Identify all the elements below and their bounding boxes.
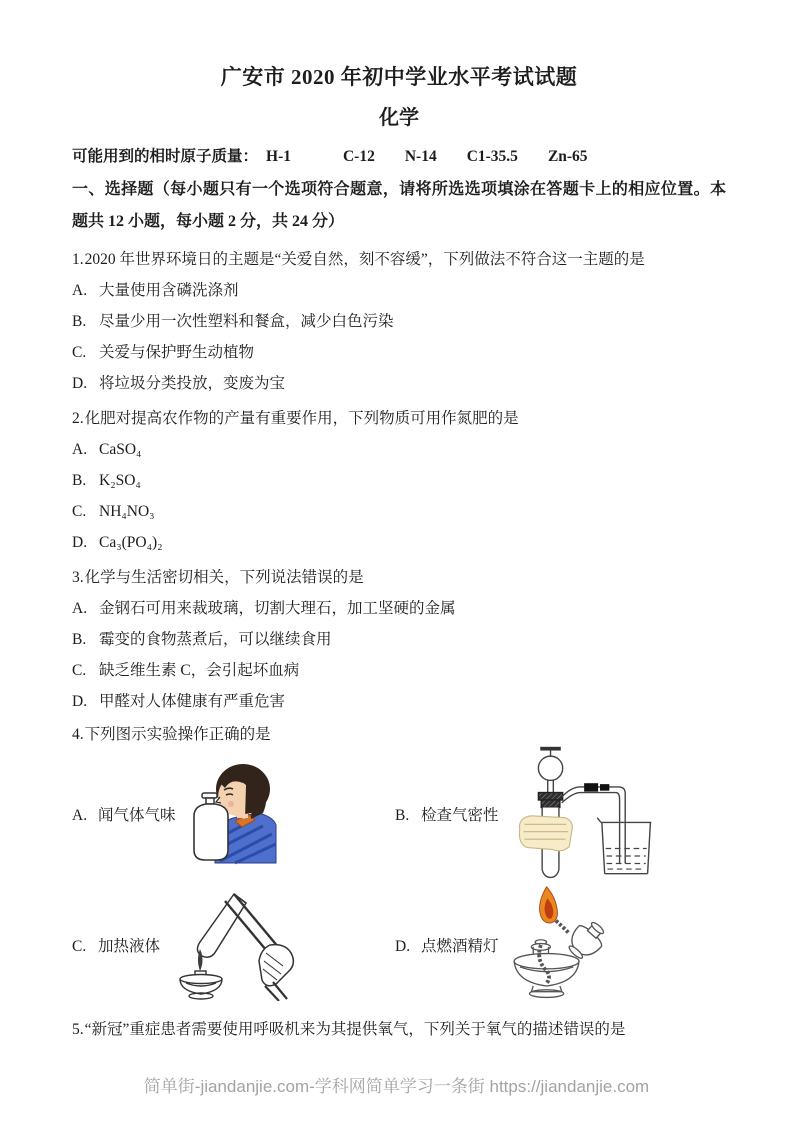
option-label: D. xyxy=(395,938,411,955)
question-stem-text: “新冠”重症患者需要使用呼吸机来为其提供氧气，下列关于氧气的描述错误的是 xyxy=(84,1021,626,1038)
question-1-option-a xyxy=(72,275,726,306)
atomic-mass-value: C1-35.5 xyxy=(466,148,518,165)
section-header: 一、选择题（每小题只有一个选项符合题意，请将所选选项填涂在答题卡上的相应位置。本题共 12 小题，每小题 2 分，共 24 分） xyxy=(72,181,726,230)
question-stem-text: 下列图示实验操作正确的是 xyxy=(84,726,271,743)
footer-watermark xyxy=(0,1072,793,1097)
question-4-figure-row-1 xyxy=(72,744,726,884)
option-label-text xyxy=(72,803,176,825)
question-3-stem xyxy=(72,562,726,593)
option-text: K₂SO₄ xyxy=(99,472,141,489)
question-1-option-b xyxy=(72,306,726,337)
heating-liquid-illustration xyxy=(167,889,297,1001)
option-label: D. xyxy=(72,375,88,392)
question-5 xyxy=(72,1014,726,1045)
option-label-text xyxy=(72,934,160,956)
option-label: B. xyxy=(72,472,87,489)
option-text: 将垃圾分类投放，变废为宝 xyxy=(99,375,286,392)
question-1-stem xyxy=(72,244,726,275)
subject-title: 化学 xyxy=(379,107,419,129)
option-text: 闻气体气味 xyxy=(98,807,176,824)
question-2 xyxy=(72,403,726,558)
question-number: 5. xyxy=(72,1021,84,1038)
option-label: B. xyxy=(72,631,87,648)
question-1-option-c xyxy=(72,337,726,368)
option-text: Ca₃(PO₄)₂ xyxy=(99,534,163,551)
option-label: C. xyxy=(72,662,87,679)
airtightness-check-illustration xyxy=(506,744,666,884)
option-text: CaSO₄ xyxy=(99,441,142,458)
question-2-option-b xyxy=(72,465,726,496)
question-4-option-c xyxy=(72,889,395,1001)
question-number: 3. xyxy=(72,569,84,586)
atomic-mass-line xyxy=(72,142,726,172)
question-4-option-b xyxy=(395,744,726,884)
footer-text: 简单街-jiandanjie.com-学科网简单学习一条街 https://jiandanjie.com xyxy=(143,1077,650,1096)
smell-gas-illustration xyxy=(183,763,278,865)
question-4 xyxy=(72,719,726,1006)
question-3-option-a xyxy=(72,593,726,624)
question-5-stem xyxy=(72,1014,726,1045)
question-3-option-d xyxy=(72,686,726,717)
question-4-option-d xyxy=(395,884,726,1006)
question-3 xyxy=(72,562,726,717)
question-number: 2. xyxy=(72,410,84,427)
option-label: B. xyxy=(395,807,410,824)
option-text: 尽量少用一次性塑料和餐盒，减少白色污染 xyxy=(99,313,394,330)
option-text: 大量使用含磷洗涤剂 xyxy=(99,282,239,299)
option-label: D. xyxy=(72,534,88,551)
option-label: D. xyxy=(72,693,88,710)
option-label: A. xyxy=(72,282,88,299)
option-text: 加热液体 xyxy=(98,938,161,955)
atomic-mass-label: 可能用到的相时原子质量： xyxy=(72,148,259,165)
option-label: B. xyxy=(72,313,87,330)
atomic-mass-value: C-12 xyxy=(342,148,375,165)
question-4-figure-row-2 xyxy=(72,884,726,1006)
question-stem-text: 2020 年世界环境日的主题是“关爱自然，刻不容缓”，下列做法不符合这一主题的是 xyxy=(84,251,645,268)
lighting-alcohol-lamp-illustration xyxy=(506,884,611,1006)
question-number: 4. xyxy=(72,726,84,743)
option-label-text xyxy=(395,803,499,825)
option-label: A. xyxy=(72,600,88,617)
option-text: 检查气密性 xyxy=(421,807,499,824)
question-3-option-b xyxy=(72,624,726,655)
question-4-option-a xyxy=(72,763,395,865)
atomic-mass-value: N-14 xyxy=(404,148,437,165)
question-number: 1. xyxy=(72,251,84,268)
option-label-text xyxy=(395,934,499,956)
atomic-mass-value: Zn-65 xyxy=(547,148,588,165)
page-title: 广安市 2020 年初中学业水平考试试题 xyxy=(220,65,578,89)
option-text: 霉变的食物蒸煮后，可以继续食用 xyxy=(99,631,332,648)
question-3-option-c xyxy=(72,655,726,686)
option-label: C. xyxy=(72,503,87,520)
question-2-option-d xyxy=(72,527,726,558)
question-1 xyxy=(72,244,726,399)
option-label: C. xyxy=(72,938,87,955)
option-text: 金钢石可用来裁玻璃，切割大理石，加工坚硬的金属 xyxy=(99,600,456,617)
option-label: C. xyxy=(72,344,87,361)
option-label: A. xyxy=(72,441,88,458)
option-text: 点燃酒精灯 xyxy=(421,938,499,955)
question-stem-text: 化肥对提高农作物的产量有重要作用，下列物质可用作氮肥的是 xyxy=(84,410,519,427)
option-text: 关爱与保护野生动植物 xyxy=(99,344,255,361)
question-2-option-c xyxy=(72,496,726,527)
question-2-option-a xyxy=(72,434,726,465)
question-2-stem xyxy=(72,403,726,434)
option-label: A. xyxy=(72,807,88,824)
atomic-mass-value: H-1 xyxy=(266,148,291,165)
option-text: 甲醛对人体健康有严重危害 xyxy=(99,693,286,710)
option-text: NH₄NO₃ xyxy=(99,503,155,520)
question-stem-text: 化学与生活密切相关，下列说法错误的是 xyxy=(84,569,364,586)
question-1-option-d xyxy=(72,368,726,399)
option-text: 缺乏维生素 C，会引起坏血病 xyxy=(99,662,300,679)
